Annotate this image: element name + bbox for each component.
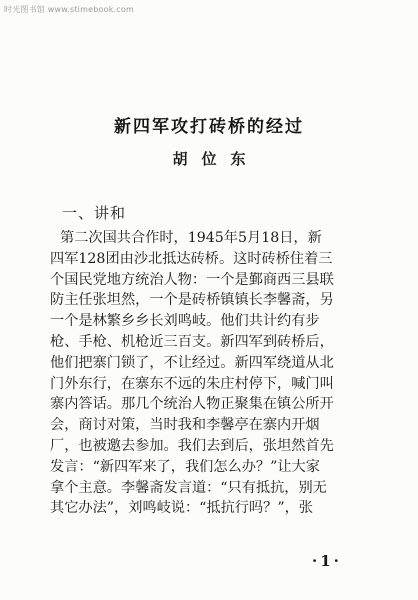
- body-line: 第二次国共合作时，1945年5月18日，新: [60, 230, 322, 246]
- body-line: 其它办法”，刘鸣岐说：“抵抗行吗？”，张: [50, 500, 313, 517]
- body-line: 四军128团由沙北抵达砖桥。这时砖桥住着三: [50, 250, 333, 267]
- body-line: 门外东行，在寨东不远的朱庄村停下，喊门叫: [50, 375, 334, 392]
- article-title: 新四军攻打砖桥的经过: [114, 117, 304, 137]
- body-text: [50, 228, 390, 519]
- body-line: 一个是林繁乡乡长刘鸣岐。他们共计约有步: [50, 313, 320, 330]
- body-line: 寨内答话。那几个统治人物正聚集在镇公所开: [50, 396, 334, 413]
- body-line: 枪、手枪、机枪近三百支。新四军到砖桥后，: [50, 333, 334, 350]
- page-number: ·1·: [312, 552, 342, 570]
- body-line: 防主任张坦然，一个是砖桥镇镇长李馨斋，另: [50, 292, 334, 309]
- author-name: 胡位东: [172, 150, 260, 168]
- section-heading: 一、讲和: [62, 204, 127, 222]
- body-line: 会，商讨对策，当时我和李馨亭在寨内开烟: [50, 417, 320, 434]
- body-line: 拿个主意。李馨斋发言道：“只有抵抗，别无: [50, 479, 327, 496]
- body-line: 发言：“新四军来了，我们怎么办？”让大家: [50, 458, 320, 475]
- watermark: 时光图书馆 www.stimebook.com: [4, 5, 134, 14]
- body-line: 个国民党地方统治人物：一个是鄞商西三县联: [50, 271, 334, 288]
- body-line: 他们把寨门锁了，不让经过。新四军绕道从北: [50, 354, 334, 371]
- body-line: 厂，也被邀去参加。我们去到后，张坦然首先: [50, 437, 334, 454]
